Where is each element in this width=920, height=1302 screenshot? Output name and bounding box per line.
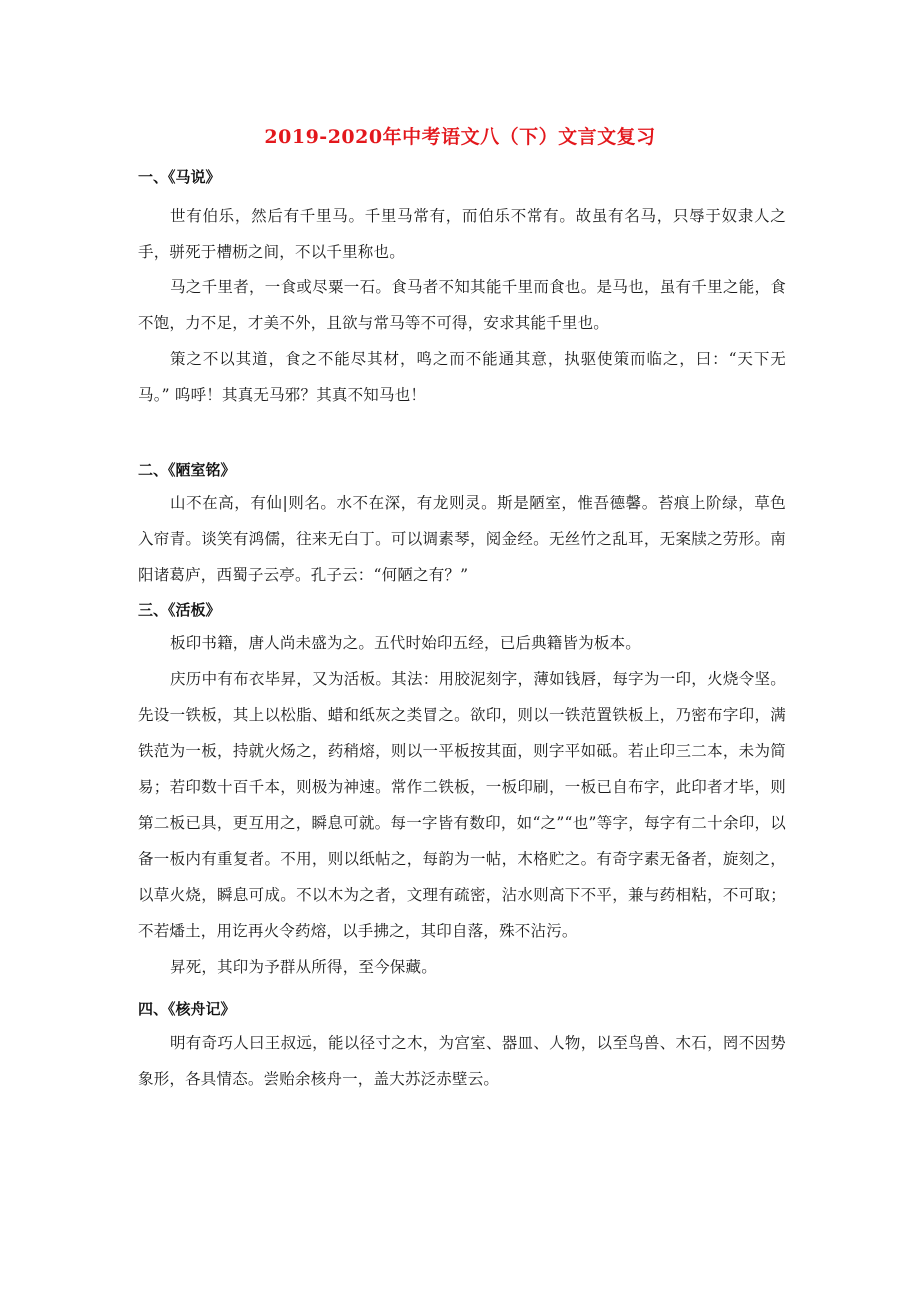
paragraph: 明有奇巧人曰王叔远，能以径寸之木，为宫室、器皿、人物，以至鸟兽、木石，罔不因势象形，各具情态。尝贻余核舟一，盖大苏泛赤壁云。: [138, 1034, 786, 1088]
section-heading-huo-ban: 三、《活板》: [138, 601, 221, 619]
paragraph: 马之千里者，一食或尽粟一石。食马者不知其能千里而食也。是马也，虽有千里之能，食不饱，力不足，才美不外，且欲与常马等不可得，安求其能千里也。: [138, 278, 786, 332]
paragraph: 板印书籍，唐人尚未盛为之。五代时始印五经，已后典籍皆为板本。: [170, 634, 642, 652]
section-heading-ma-shuo: 一、《马说》: [138, 168, 221, 186]
paragraph: 昇死，其印为予群从所得，至今保藏。: [170, 958, 437, 976]
paragraph: 山不在高，有仙|则名。水不在深，有龙则灵。斯是陋室，惟吾德馨。苔痕上阶绿，草色入帘青。谈笑有鸿儒，往来无白丁。可以调素琴，阅金经。无丝竹之乱耳，无案牍之劳形。南阳诸葛庐，西蜀子云亭。孔子云：“何陋之有？”: [138, 494, 786, 584]
paragraph: 世有伯乐，然后有千里马。千里马常有，而伯乐不常有。故虽有名马，只辱于奴隶人之手，骈死于槽枥之间，不以千里称也。: [138, 207, 786, 261]
paragraph: 庆历中有布衣毕昇，又为活板。其法：用胶泥刻字，薄如钱唇，每字为一印，火烧令坚。先设一铁板，其上以松脂、蜡和纸灰之类冒之。欲印，则以一铁范置铁板上，乃密布字印，满铁范为一板，持就火炀之，药稍熔，则以一平板按其面，则字平如砥。若止印三二本，未为简易；若印数十百千本，则极为神速。常作二铁板，一板印刷，一板已自布字，此印者才毕，则第二板已具，更互用之，瞬息可就。每一字皆有数印，如“之”“也”等字，每字有二十余印，以备一板内有重复者。不用，则以纸帖之，每韵为一帖，木格贮之。有奇字素无备者，旋刻之，以草火烧，瞬息可成。不以木为之者，文理有疏密，沾水则高下不平，兼与药相粘，不可取；不若燔土，用讫再火令药熔，以手拂之，其印自落，殊不沾污。: [138, 670, 786, 940]
document-title: 2019-2020年中考语文八（下）文言文复习: [264, 126, 656, 148]
section-heading-he-zhou-ji: 四、《核舟记》: [138, 1000, 236, 1018]
paragraph: 策之不以其道，食之不能尽其材，鸣之而不能通其意，执驱使策而临之，曰：“天下无马。” 呜呼！其真无马邪？其真不知马也！: [138, 350, 786, 404]
section-heading-lou-shi-ming: 二、《陋室铭》: [138, 461, 236, 479]
